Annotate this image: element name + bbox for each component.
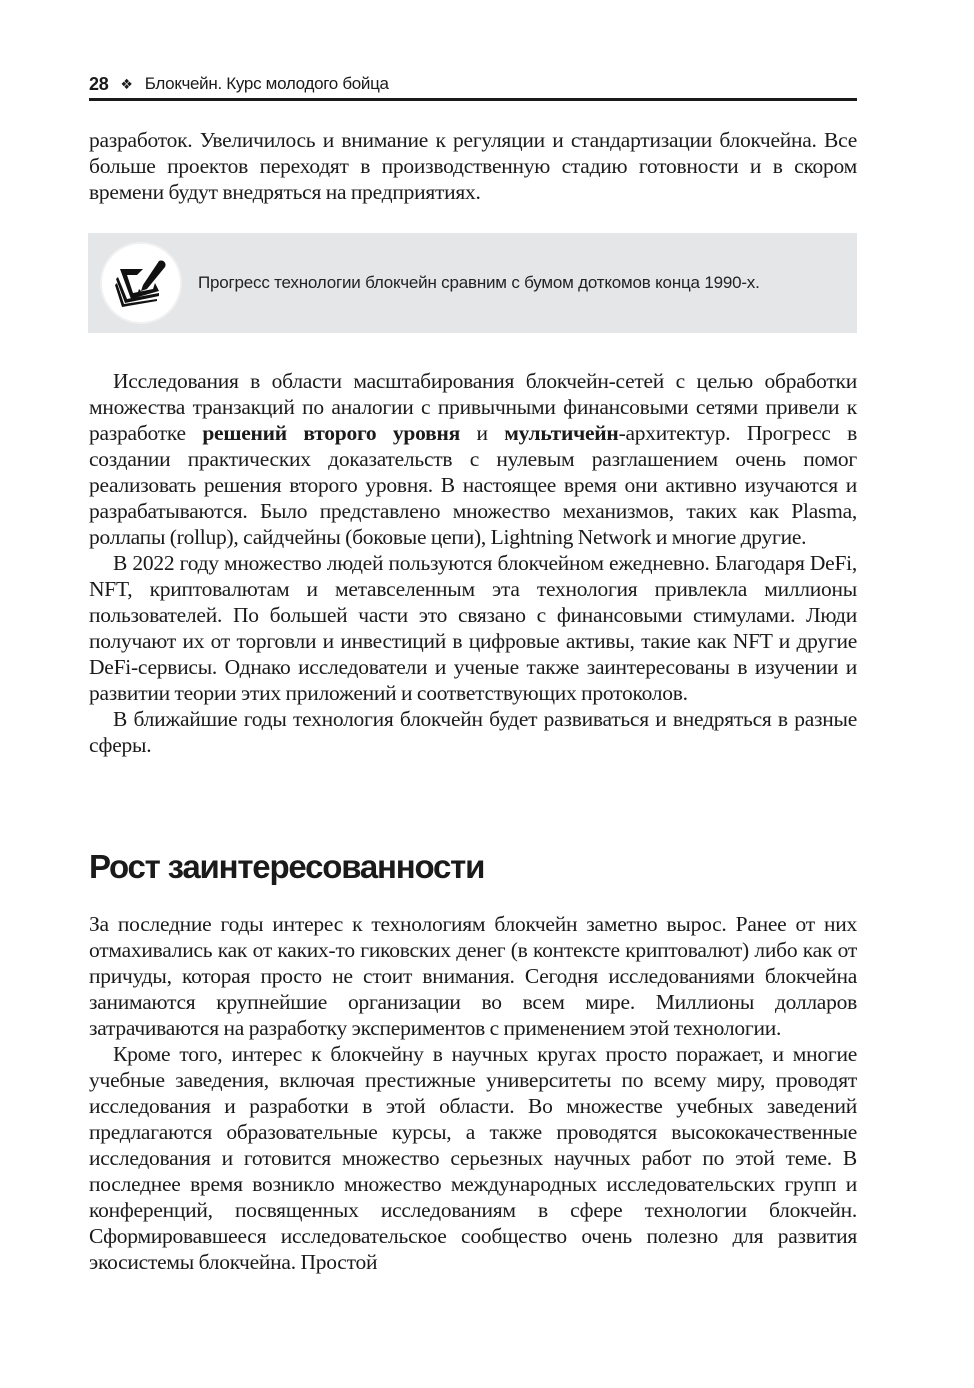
running-head	[89, 70, 857, 101]
text-run: Исследования в области масштабирования блокчейн-сетей с целью обработки множества транзакций по аналогии с привычными финансовыми сетями привели к разработке	[89, 369, 857, 445]
page-number: 28	[89, 73, 109, 94]
paragraph: В ближайшие годы технология блокчейн будет развиваться и внедряться в разные сферы.	[89, 707, 857, 757]
paragraph: В 2022 году множество людей пользуются блокчейном ежедневно. Благодаря DeFi, NFT, криптовалютам и метавселенным эта технология привлекла миллионы пользователей. По большей части это связано с финансовыми стимулами. Люди получают их от торговли и инвестиций в цифровые активы, такие как NFT и другие DeFi-сервисы. Однако исследователи и ученые также заинтересованы в изучении и развитии теории этих приложений и соответствующих протоколов.	[89, 551, 857, 705]
tip-box	[88, 233, 857, 333]
intro-block	[89, 127, 857, 205]
pen-on-paper-icon	[100, 242, 182, 324]
section-heading: Рост заинтересованности	[89, 848, 485, 885]
paragraph: За последние годы интерес к технологиям блокчейн заметно вырос. Ранее от них отмахивались как от каких-то гиковских денег (в контексте криптовалют) либо как от причуды, которая просто не стоит внимания. Сегодня исследованиями блокчейна занимаются крупнейшие организации во всем мире. Миллионы долларов затрачиваются на разработку экспериментов с применением этой технологии.	[89, 912, 857, 1040]
paragraph: Кроме того, интерес к блокчейну в научных кругах просто поражает, и многие учебные заведения, включая престижные университеты по всему миру, проводят исследования и разработки в этой области. Во множестве учебных заведений предлагаются образовательные курсы, а также проводятся высококачественные исследования и готовится множество серьезных научных работ по этой теме. В последнее время возникло множество международных исследовательских групп и конференций, посвященных исследованиям в сфере технологии блокчейн. Сформировавшееся исследовательское сообщество очень полезно для развития экосистемы блокчейна. Простой	[89, 1042, 857, 1274]
section1-block	[89, 368, 857, 758]
text-run: -архитектур. Прогресс в создании практических доказательств с нулевым разглашением очень помог реализовать решения второго уровня. В настоящее время они активно изучаются и разрабатываются. Было представлено множество механизмов, таких как Plasma, роллапы (rollup), сайдчейны (боковые цепи), Lightning Network и многие другие.	[89, 421, 857, 549]
section2-block	[89, 911, 857, 1275]
bold-term: мультичейн	[504, 421, 619, 445]
tip-text: Прогресс технологии блокчейн сравним с бумом доткомов конца 1990-х.	[198, 273, 760, 292]
book-title: Блокчейн. Курс молодого бойца	[144, 74, 389, 93]
bold-term: решений второго уровня	[202, 421, 460, 445]
paragraph	[89, 368, 857, 550]
ornament-icon: ❖	[120, 75, 133, 92]
intro-paragraph: разработок. Увеличилось и внимание к регуляции и стандартизации блокчейна. Все больше проектов переходят в производственную стадию готовности и в скором времени будут внедряться на предприятиях.	[89, 128, 857, 204]
text-run: и	[459, 421, 505, 445]
